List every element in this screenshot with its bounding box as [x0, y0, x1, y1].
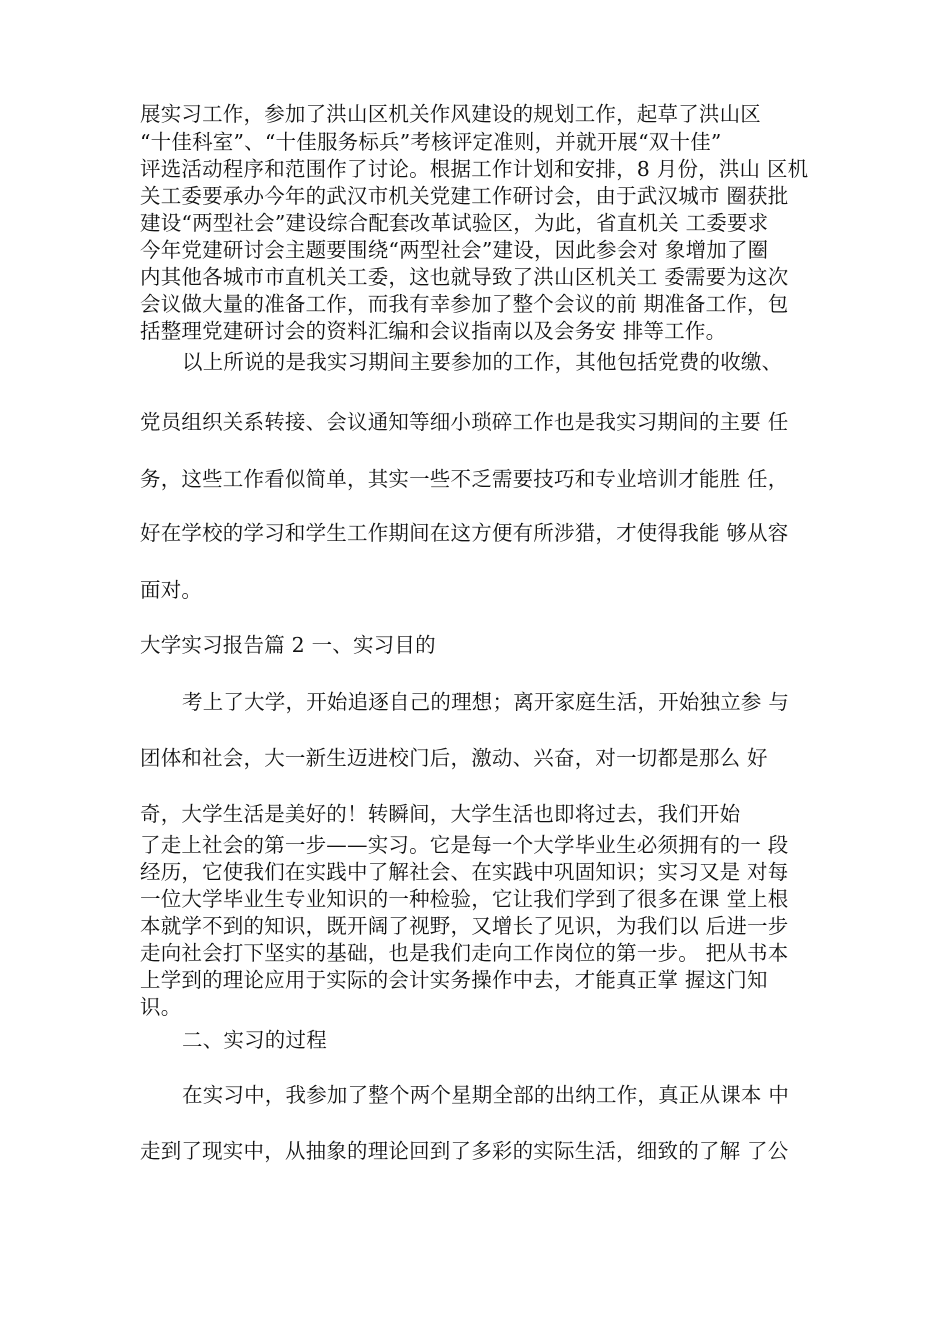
paragraph-line: 识。	[140, 995, 182, 1019]
paragraph-line: 上学到的理论应用于实际的会计实务操作中去，才能真正掌 握这门知	[140, 968, 768, 992]
paragraph-line: 党员组织关系转接、会议通知等细小琐碎工作也是我实习期间的主要 任	[140, 410, 789, 434]
paragraph-line: 奇，大学生活是美好的！转瞬间，大学生活也即将过去，我们开始	[140, 802, 741, 826]
section-heading: 大学实习报告篇 2 一、实习目的	[140, 633, 436, 657]
paragraph-line: 面对。	[140, 578, 203, 602]
paragraph-line: 经历，它使我们在实践中了解社会、在实践中巩固知识；实习又是 对每	[140, 860, 789, 884]
paragraph-line: 走到了现实中，从抽象的理论回到了多彩的实际生活，细致的了解 了公	[140, 1139, 789, 1163]
section-heading: 二、实习的过程	[182, 1028, 327, 1052]
paragraph-line: 好在学校的学习和学生工作期间在这方便有所涉猎，才使得我能 够从容	[140, 521, 789, 545]
paragraph-line: 走向社会打下坚实的基础，也是我们走向工作岗位的第一步。 把从书本	[140, 941, 789, 965]
paragraph-line: 评选活动程序和范围作了讨论。根据工作计划和安排，8 月份，洪山 区机	[140, 157, 809, 181]
paragraph-line: 在实习中，我参加了整个两个星期全部的出纳工作，真正从课本 中	[182, 1083, 790, 1107]
paragraph-line: 展实习工作，参加了洪山区机关作风建设的规划工作，起草了洪山区	[140, 102, 761, 126]
paragraph-line: 考上了大学，开始追逐自己的理想；离开家庭生活，开始独立参 与	[182, 690, 790, 714]
paragraph-line: 建设“两型社会”建设综合配套改革试验区，为此，省直机关 工委要求	[140, 211, 769, 235]
paragraph-line: 本就学不到的知识，既开阔了视野，又增长了见识，为我们以 后进一步	[140, 914, 789, 938]
paragraph-line: 关工委要承办今年的武汉市机关党建工作研讨会，由于武汉城市 圈获批	[140, 184, 789, 208]
paragraph-line: 会议做大量的准备工作，而我有幸参加了整个会议的前 期准备工作，包	[140, 292, 789, 316]
paragraph-line: 今年党建研讨会主题要围绕“两型社会”建设，因此参会对 象增加了圈	[140, 238, 769, 262]
paragraph-line: 以上所说的是我实习期间主要参加的工作，其他包括党费的收缴、	[182, 350, 783, 374]
paragraph-line: 了走上社会的第一步——实习。它是每一个大学毕业生必须拥有的一 段	[140, 833, 789, 857]
paragraph-line: “十佳科室”、“十佳服务标兵”考核评定准则，并就开展“双十佳”	[140, 130, 722, 154]
paragraph-line: 务，这些工作看似简单，其实一些不乏需要技巧和专业培训才能胜 任，	[140, 467, 789, 491]
paragraph-line: 括整理党建研讨会的资料汇编和会议指南以及会务安 排等工作。	[140, 319, 727, 343]
paragraph-line: 一位大学毕业生专业知识的一种检验，它让我们学到了很多在课 堂上根	[140, 887, 789, 911]
paragraph-line: 内其他各城市市直机关工委，这也就导致了洪山区机关工 委需要为这次	[140, 265, 789, 289]
paragraph-line: 团体和社会，大一新生迈进校门后，激动、兴奋，对一切都是那么 好	[140, 746, 768, 770]
